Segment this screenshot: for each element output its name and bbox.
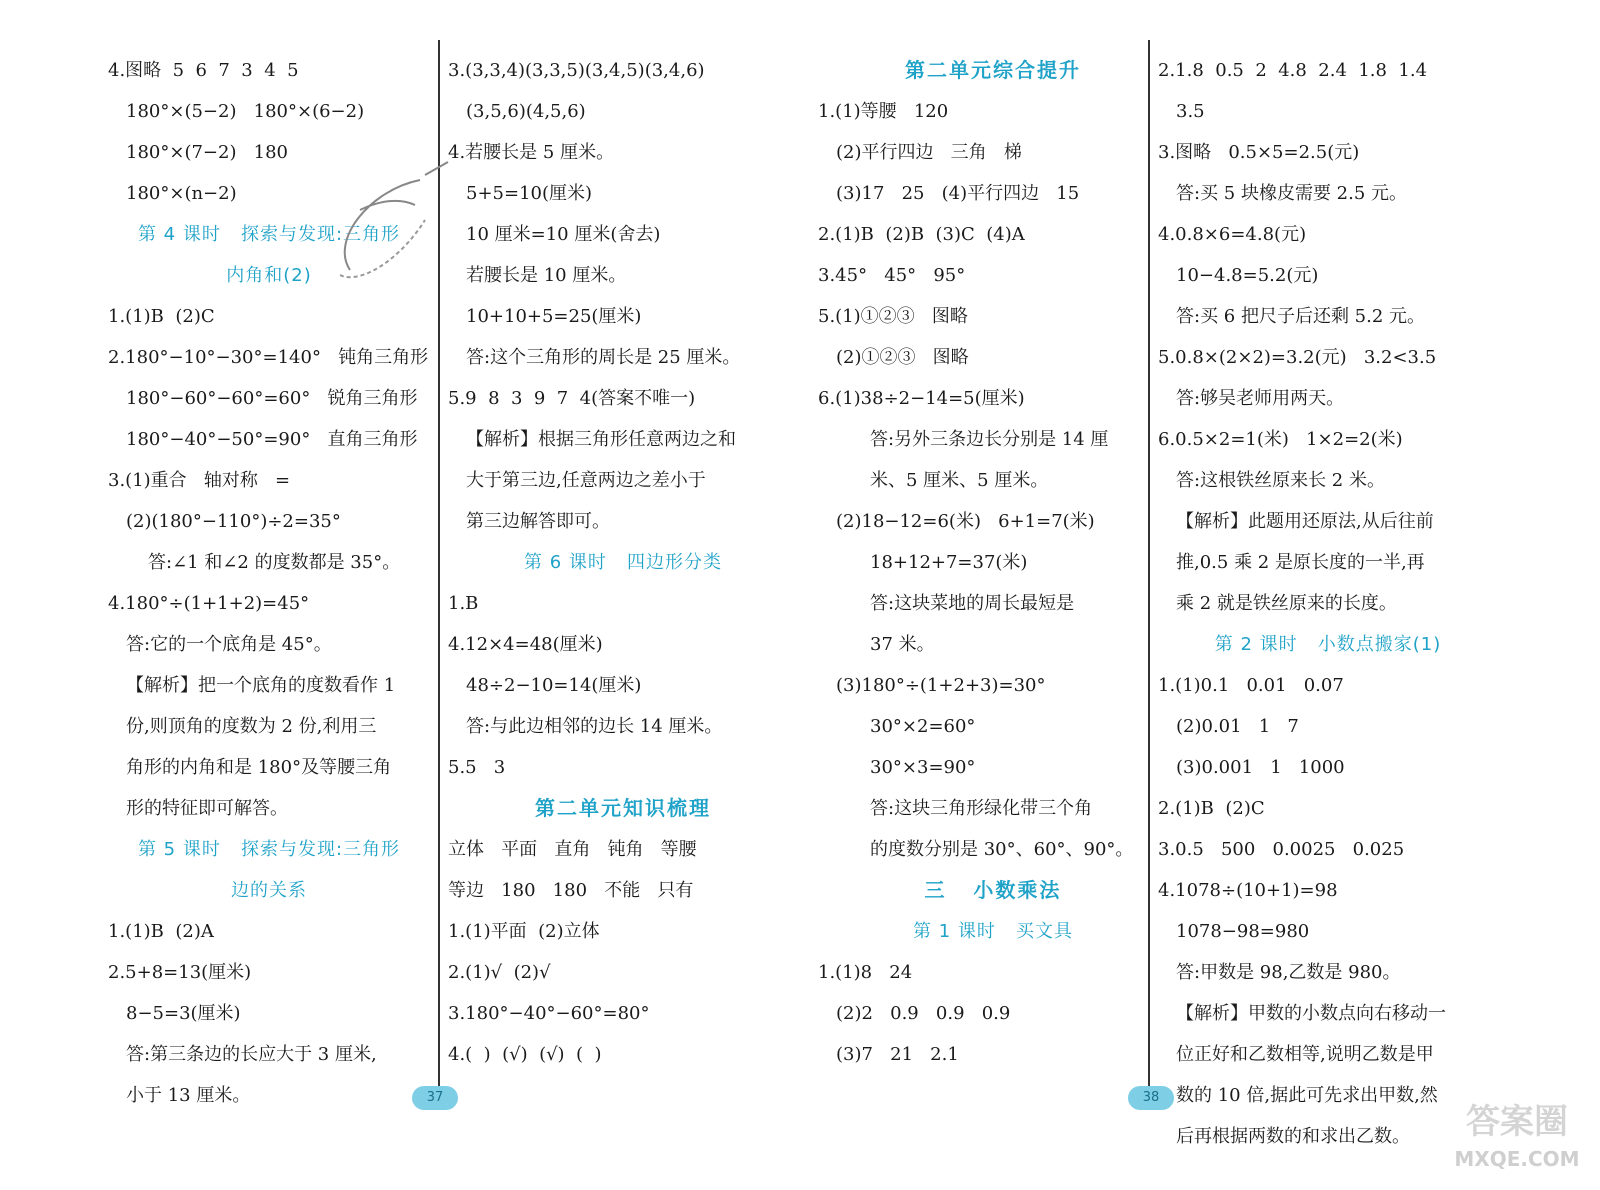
answer-line: 2.1.8 0.5 2 4.8 2.4 1.8 1.4	[1158, 60, 1428, 81]
page-number-right: 38	[1128, 1086, 1174, 1110]
answer-line: 2.(1)B (2)C	[1158, 798, 1265, 819]
answer-line: 3.180°−40°−60°=80°	[448, 1003, 650, 1024]
column-2	[448, 50, 798, 1090]
answer-line: 答:买 5 块橡皮需要 2.5 元。	[1176, 183, 1408, 204]
answer-line: 【解析】把一个底角的度数看作 1	[126, 675, 396, 696]
answer-line: 5.0.8×(2×2)=3.2(元) 3.2<3.5	[1158, 347, 1437, 368]
answer-line: 3.(1)重合 轴对称 =	[108, 470, 291, 491]
answer-line: (3)180°÷(1+2+3)=30°	[836, 675, 1046, 696]
answer-line: 1.(1)0.1 0.01 0.07	[1158, 675, 1344, 696]
answer-line: 乘 2 就是铁丝原来的长度。	[1176, 593, 1397, 614]
answer-line: 答:甲数是 98,乙数是 980。	[1176, 962, 1401, 983]
answer-line: 2.(1)B (2)B (3)C (4)A	[818, 224, 1025, 245]
answer-line: 第三边解答即可。	[466, 511, 610, 532]
answer-line: (2)①②③ 图略	[836, 347, 969, 368]
answer-line: 1078−98=980	[1176, 921, 1310, 942]
answer-line: 形的特征即可解答。	[126, 798, 288, 819]
answer-line: 1.B	[448, 593, 479, 614]
answer-line: 2.(1)√ (2)√	[448, 962, 551, 983]
answer-line: 5.9 8 3 9 7 4(答案不唯一)	[448, 388, 696, 409]
page-number-left: 37	[412, 1086, 458, 1110]
answer-line: (3,5,6)(4,5,6)	[466, 101, 586, 122]
answer-line: 2.5+8=13(厘米)	[108, 962, 252, 983]
answer-line: 角形的内角和是 180°及等腰三角	[126, 757, 392, 778]
answer-line: 1.(1)8 24	[818, 962, 913, 983]
answer-line: 4.180°÷(1+1+2)=45°	[108, 593, 310, 614]
answer-line: 若腰长是 10 厘米。	[466, 265, 627, 286]
answer-line: 180°×(7−2) 180	[126, 142, 288, 163]
answer-line: 1.(1)B (2)A	[108, 921, 214, 942]
answer-line: 小于 13 厘米。	[126, 1085, 251, 1106]
answer-line: 8−5=3(厘米)	[126, 1003, 241, 1024]
answer-line: 【解析】此题用还原法,从后往前	[1176, 511, 1434, 532]
answer-line: 等边 180 180 不能 只有	[448, 880, 694, 901]
section-heading: 第 1 课时 买文具	[912, 921, 1074, 942]
answer-line: 【解析】根据三角形任意两边之和	[466, 429, 736, 450]
answer-line: (2)18−12=6(米) 6+1=7(米)	[836, 511, 1095, 532]
answer-line: 10+10+5=25(厘米)	[466, 306, 642, 327]
answer-line: 2.180°−10°−30°=140° 钝角三角形	[108, 347, 429, 368]
answer-line: 答:∠1 和∠2 的度数都是 35°。	[148, 552, 401, 573]
answer-line: (2)(180°−110°)÷2=35°	[126, 511, 341, 532]
answer-line: 180°−40°−50°=90° 直角三角形	[126, 429, 418, 450]
section-heading: 三 小数乘法	[924, 878, 1062, 902]
answer-line: 答:这块菜地的周长最短是	[870, 593, 1075, 614]
answer-line: 3.(3,3,4)(3,3,5)(3,4,5)(3,4,6)	[448, 60, 705, 81]
answer-line: 30°×2=60°	[870, 716, 976, 737]
section-heading: 边的关系	[231, 880, 307, 901]
answer-line: 4.1078÷(10+1)=98	[1158, 880, 1338, 901]
answer-line: 数的 10 倍,据此可先求出甲数,然	[1176, 1085, 1438, 1106]
section-heading: 第二单元知识梳理	[535, 796, 711, 820]
answer-line: (2)2 0.9 0.9 0.9	[836, 1003, 1011, 1024]
answer-line: 答:这块三角形绿化带三个角	[870, 798, 1093, 819]
answer-line: 后再根据两数的和求出乙数。	[1176, 1126, 1410, 1147]
answer-line: 立体 平面 直角 钝角 等腰	[448, 839, 697, 860]
pencil-scribble-icon	[330, 150, 460, 290]
column-3	[818, 50, 1168, 1090]
answer-line: 答:够吴老师用两天。	[1176, 388, 1345, 409]
answer-line: 【解析】甲数的小数点向右移动一	[1176, 1003, 1446, 1024]
section-heading: 第 6 课时 四边形分类	[523, 552, 723, 573]
answer-line: 答:它的一个底角是 45°。	[126, 634, 332, 655]
watermark-logo	[1442, 1100, 1592, 1186]
answer-line: 4.图略 5 6 7 3 4 5	[108, 60, 299, 81]
column-4	[1158, 50, 1498, 1147]
answer-line: 答:买 6 把尺子后还剩 5.2 元。	[1176, 306, 1426, 327]
answer-line: 1.(1)平面 (2)立体	[448, 921, 600, 942]
answer-line: 180°−60°−60°=60° 锐角三角形	[126, 388, 418, 409]
answer-line: 推,0.5 乘 2 是原长度的一半,再	[1176, 552, 1425, 573]
answer-line: 5.5 3	[448, 757, 506, 778]
answer-line: 180°×(5−2) 180°×(6−2)	[126, 101, 365, 122]
answer-line: 3.图略 0.5×5=2.5(元)	[1158, 142, 1360, 163]
answer-line: (2)平行四边 三角 梯	[836, 142, 1022, 163]
answer-line: 18+12+7=37(米)	[870, 552, 1028, 573]
answer-line: 5.(1)①②③ 图略	[818, 306, 968, 327]
watermark-url: MXQE.COM	[1454, 1147, 1580, 1171]
answer-line: 30°×3=90°	[870, 757, 976, 778]
section-heading: 第二单元综合提升	[905, 58, 1081, 82]
answer-line: 的度数分别是 30°、60°、90°。	[870, 839, 1134, 860]
answer-line: 3.45° 45° 95°	[818, 265, 966, 286]
answer-line: 4.0.8×6=4.8(元)	[1158, 224, 1307, 245]
answer-line: 48÷2−10=14(厘米)	[466, 675, 642, 696]
column-divider	[1148, 40, 1150, 1100]
answer-line: 6.(1)38÷2−14=5(厘米)	[818, 388, 1025, 409]
answer-line: 米、5 厘米、5 厘米。	[870, 470, 1049, 491]
answer-line: (3)7 21 2.1	[836, 1044, 959, 1065]
answer-line: 4.( ) (√) (√) ( )	[448, 1044, 602, 1065]
answer-line: 4.若腰长是 5 厘米。	[448, 142, 615, 163]
answer-line: 答:与此边相邻的边长 14 厘米。	[466, 716, 723, 737]
answer-line: 答:这根铁丝原来长 2 米。	[1176, 470, 1385, 491]
answer-line: 37 米。	[870, 634, 935, 655]
answer-line: (3)0.001 1 1000	[1176, 757, 1345, 778]
answer-line: 位正好和乙数相等,说明乙数是甲	[1176, 1044, 1434, 1065]
answer-line: 1.(1)等腰 120	[818, 101, 949, 122]
section-heading: 第 5 课时 探索与发现:三角形	[137, 839, 401, 860]
section-heading: 第 4 课时 探索与发现:三角形	[137, 224, 401, 245]
watermark-title: 答案圈	[1466, 1102, 1568, 1142]
answer-line: 大于第三边,任意两边之差小于	[466, 470, 706, 491]
answer-line: 3.5	[1176, 101, 1205, 122]
answer-line: 5+5=10(厘米)	[466, 183, 593, 204]
answer-line: 答:这个三角形的周长是 25 厘米。	[466, 347, 741, 368]
answer-line: 10−4.8=5.2(元)	[1176, 265, 1319, 286]
answer-line: 4.12×4=48(厘米)	[448, 634, 603, 655]
section-heading: 内角和(2)	[226, 265, 312, 286]
answer-line: 答:另外三条边长分别是 14 厘	[870, 429, 1109, 450]
answer-line: 6.0.5×2=1(米) 1×2=2(米)	[1158, 429, 1403, 450]
answer-line: 3.0.5 500 0.0025 0.025	[1158, 839, 1405, 860]
answer-line: 份,则顶角的度数为 2 份,利用三	[126, 716, 377, 737]
answer-line: 答:第三条边的长应大于 3 厘米,	[126, 1044, 377, 1065]
answer-line: (3)17 25 (4)平行四边 15	[836, 183, 1080, 204]
answer-line: (2)0.01 1 7	[1176, 716, 1299, 737]
section-heading: 第 2 课时 小数点搬家(1)	[1214, 634, 1442, 655]
answer-line: 1.(1)B (2)C	[108, 306, 215, 327]
answer-line: 180°×(n−2)	[126, 183, 237, 204]
answer-line: 10 厘米=10 厘米(舍去)	[466, 224, 661, 245]
